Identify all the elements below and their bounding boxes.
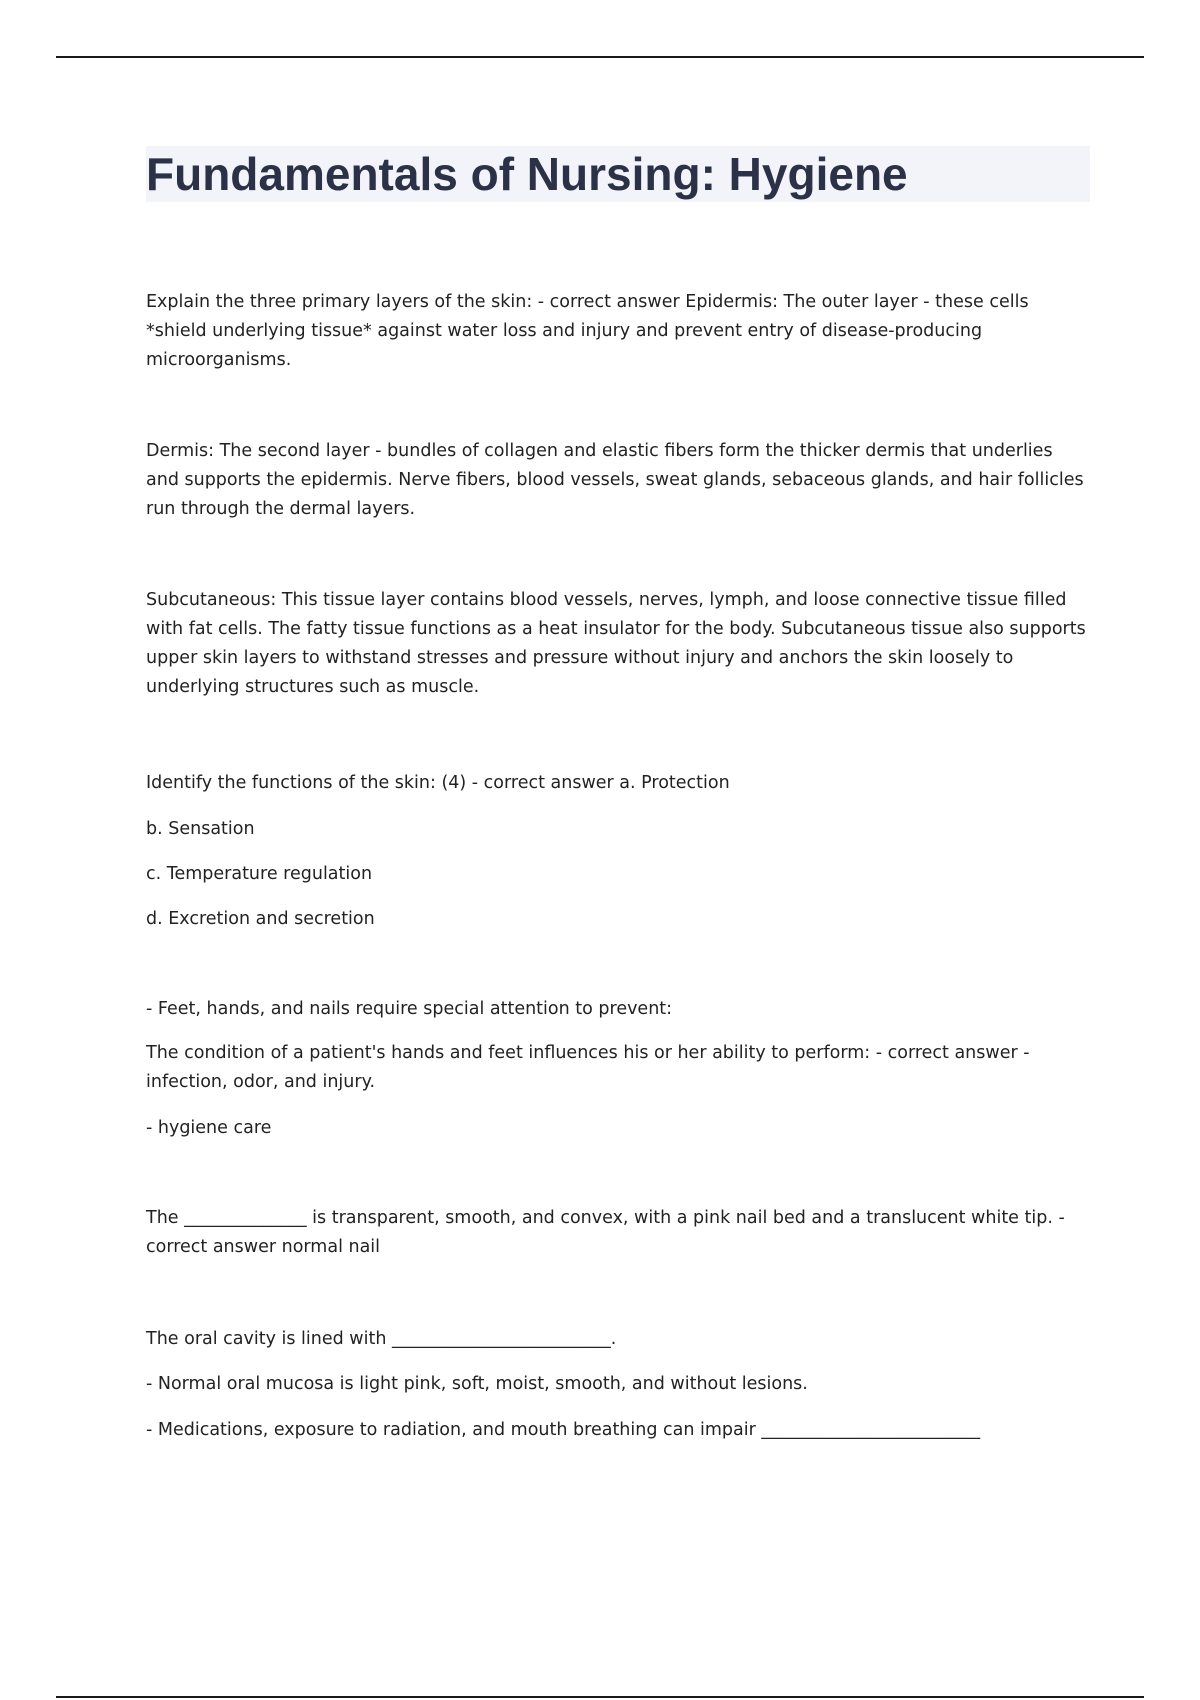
skin-function-d: d. Excretion and secretion [146, 909, 375, 929]
skin-function-c: c. Temperature regulation [146, 864, 373, 884]
top-rule [56, 56, 1144, 58]
hygiene-care-line: - hygiene care [146, 1118, 272, 1138]
epidermis-paragraph: Explain the three primary layers of the skin: - correct answer Epidermis: The outer layer - these cells *shield underlying tissue* against water loss and injury and prevent entry of disease-producing microorganisms. [146, 292, 1029, 370]
subcutaneous-paragraph: Subcutaneous: This tissue layer contains blood vessels, nerves, lymph, and loose connective tissue filled with fat cells. The fatty tissue functions as a heat insulator for the body. Subcutaneous tissue also supports upper skin layers to withstand stresses and pressure without injury and anchors the skin loosely to underlying structures such as muscle. [146, 590, 1086, 697]
page-title: Fundamentals of Nursing: Hygiene [146, 148, 908, 200]
bottom-rule [56, 1696, 1144, 1698]
dermis-paragraph: Dermis: The second layer - bundles of collagen and elastic fibers form the thicker dermis that underlies and supports the epidermis. Nerve fibers, blood vessels, sweat glands, sebaceous glands, and hair follicles run through the dermal layers. [146, 441, 1084, 519]
medications-line: - Medications, exposure to radiation, and mouth breathing can impair _________________________ [146, 1420, 981, 1440]
normal-nail-paragraph: The ______________ is transparent, smooth, and convex, with a pink nail bed and a translucent white tip. - correct answer normal nail [146, 1208, 1065, 1257]
feet-hands-nails-line: - Feet, hands, and nails require special attention to prevent: [146, 999, 673, 1019]
skin-functions-question: Identify the functions of the skin: (4) - correct answer a. Protection [146, 773, 730, 793]
skin-function-b: b. Sensation [146, 819, 255, 839]
hands-feet-condition-paragraph: The condition of a patient's hands and feet influences his or her ability to perform: - correct answer - infection, odor, and injury. [146, 1043, 1030, 1092]
oral-mucosa-line: - Normal oral mucosa is light pink, soft, moist, smooth, and without lesions. [146, 1374, 808, 1394]
oral-cavity-line: The oral cavity is lined with _________________________. [146, 1329, 617, 1349]
